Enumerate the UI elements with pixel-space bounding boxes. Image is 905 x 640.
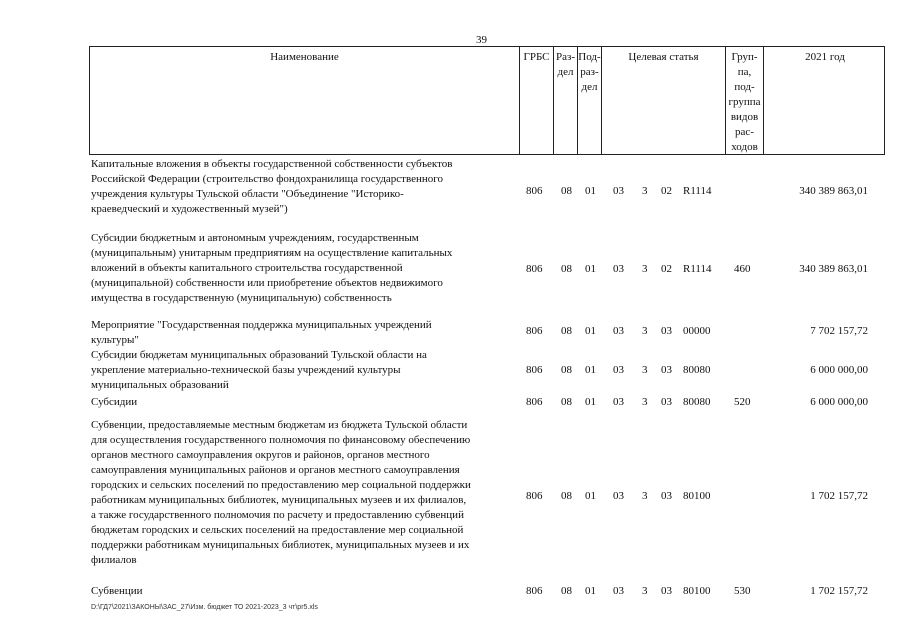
- cell-cs4: 80100: [683, 490, 711, 502]
- row-name-line: учреждения культуры Тульской области "Объединение "Историко-: [91, 188, 404, 200]
- cell-podrazdel: 01: [585, 490, 596, 502]
- row-name-line: Субсидии бюджетным и автономным учреждениям, государственным: [91, 232, 419, 244]
- row-name: [91, 231, 519, 306]
- cell-razdel: 08: [561, 490, 572, 502]
- cell-cs1: 03: [613, 585, 624, 597]
- cell-grbs: 806: [526, 263, 543, 275]
- cell-cs4: R1114: [683, 263, 712, 275]
- header-gruppa-line: па,: [737, 66, 752, 78]
- row-name-line: бюджетам городских и сельских поселений на предоставление мер социальной: [91, 524, 464, 536]
- cell-cs4: 80100: [683, 585, 711, 597]
- cell-cs4: R1114: [683, 185, 712, 197]
- cell-cs2: 3: [642, 585, 648, 597]
- cell-razdel: 08: [561, 325, 572, 337]
- header-name-label: Наименование: [270, 51, 339, 63]
- header-podrazdel-line: Под-: [578, 51, 601, 63]
- cell-cs1: 03: [613, 490, 624, 502]
- header-gruppa-line: ходов: [731, 141, 758, 153]
- cell-grbs: 806: [526, 396, 543, 408]
- cell-amount: 1 702 157,72: [810, 585, 868, 597]
- page-number: 39: [476, 34, 487, 46]
- cell-grbs: 806: [526, 490, 543, 502]
- cell-amount: 340 389 863,01: [799, 263, 868, 275]
- row-name-line: Мероприятие "Государственная поддержка муниципальных учреждений: [91, 319, 432, 331]
- cell-cs2: 3: [642, 364, 648, 376]
- cell-cs1: 03: [613, 325, 624, 337]
- header-gruppa-line: видов: [730, 111, 759, 123]
- row-name-line: (муниципальным) унитарным предприятиям на осуществление капитальных: [91, 247, 453, 259]
- header-name: [90, 47, 520, 154]
- cell-grbs: 806: [526, 325, 543, 337]
- row-name-line: самоуправления муниципальных районов и органов местного самоуправления: [91, 464, 460, 476]
- header-grbs-label: ГРБС: [523, 51, 550, 63]
- cell-podrazdel: 01: [585, 396, 596, 408]
- row-name-line: работникам муниципальных библиотек, муниципальных музеев и их филиалов,: [91, 494, 467, 506]
- cell-cs3: 02: [661, 185, 672, 197]
- cell-cs1: 03: [613, 185, 624, 197]
- row-name-line: краеведческий и художественный музей"): [91, 203, 288, 215]
- table-header: [89, 46, 885, 155]
- cell-vr: 460: [734, 263, 751, 275]
- row-name-line: культуры": [91, 334, 139, 346]
- cell-cs4: 00000: [683, 325, 711, 337]
- row-name: [91, 418, 519, 568]
- row-name-line: Субсидии бюджетам муниципальных образований Тульской области на: [91, 349, 427, 361]
- cell-cs1: 03: [613, 396, 624, 408]
- cell-razdel: 08: [561, 263, 572, 275]
- cell-cs3: 03: [661, 364, 672, 376]
- cell-amount: 1 702 157,72: [810, 490, 868, 502]
- header-gruppa: [726, 47, 764, 154]
- cell-cs2: 3: [642, 490, 648, 502]
- cell-cs3: 03: [661, 585, 672, 597]
- cell-razdel: 08: [561, 396, 572, 408]
- cell-cs3: 02: [661, 263, 672, 275]
- header-gruppa-line: Груп-: [731, 51, 758, 63]
- header-grbs: [520, 47, 554, 154]
- row-name-line: филиалов: [91, 554, 137, 566]
- row-name-line: Российской Федерации (строительство фондохранилища государственного: [91, 173, 444, 185]
- header-podrazdel: [578, 47, 602, 154]
- row-name: [91, 157, 519, 217]
- header-gruppa-line: под-: [734, 81, 755, 93]
- row-name: [91, 348, 519, 393]
- row-name-line: вложений в объекты капитального строительства государственной: [91, 262, 403, 274]
- cell-vr: 520: [734, 396, 751, 408]
- file-path-footer: D:\ГД7\2021\ЗАКОНЫ\ЗАС_27\Изм. бюджет ТО 2021-2023_3 чт\pr5.xls: [91, 604, 318, 611]
- row-name-line: (муниципальной) собственности или приобретение объектов недвижимого: [91, 277, 443, 289]
- header-gruppa-line: рас-: [735, 126, 754, 138]
- cell-amount: 6 000 000,00: [810, 364, 868, 376]
- cell-grbs: 806: [526, 364, 543, 376]
- row-name-line: городских и сельских поселений по предоставлению мер социальной поддержки: [91, 479, 471, 491]
- header-year-label: 2021 год: [805, 51, 845, 63]
- cell-cs2: 3: [642, 325, 648, 337]
- row-name-line: органов местного самоуправления округов и районов, органов местного: [91, 449, 430, 461]
- cell-cs2: 3: [642, 396, 648, 408]
- header-gruppa-line: группа: [728, 96, 761, 108]
- cell-amount: 6 000 000,00: [810, 396, 868, 408]
- header-razdel-line: Раз-: [555, 51, 575, 63]
- cell-amount: 7 702 157,72: [810, 325, 868, 337]
- cell-cs2: 3: [642, 185, 648, 197]
- cell-cs1: 03: [613, 364, 624, 376]
- cell-cs2: 3: [642, 263, 648, 275]
- cell-cs1: 03: [613, 263, 624, 275]
- cell-grbs: 806: [526, 585, 543, 597]
- cell-razdel: 08: [561, 185, 572, 197]
- row-name-line: для осуществления государственного полномочия по финансовому обеспечению: [91, 434, 471, 446]
- cell-cs4: 80080: [683, 364, 711, 376]
- cell-vr: 530: [734, 585, 751, 597]
- row-name: [91, 584, 519, 599]
- header-celevaya: [602, 47, 726, 154]
- cell-cs3: 03: [661, 396, 672, 408]
- cell-cs4: 80080: [683, 396, 711, 408]
- header-razdel-line: дел: [557, 66, 574, 78]
- row-name-line: имущества в государственную (муниципальную) собственность: [91, 292, 392, 304]
- row-name-line: а также государственного полномочия по расчету и предоставлению субвенций: [91, 509, 464, 521]
- cell-podrazdel: 01: [585, 185, 596, 197]
- cell-podrazdel: 01: [585, 585, 596, 597]
- row-name-line: муниципальных образований: [91, 379, 229, 391]
- cell-podrazdel: 01: [585, 325, 596, 337]
- row-name-line: поддержки работникам муниципальных библиотек, муниципальных музеев и их: [91, 539, 470, 551]
- header-podrazdel-line: дел: [581, 81, 598, 93]
- row-name-line: укрепление материально-технической базы учреждений культуры: [91, 364, 401, 376]
- cell-podrazdel: 01: [585, 364, 596, 376]
- row-name-line: Субвенции, предоставляемые местным бюджетам из бюджета Тульской области: [91, 419, 468, 431]
- row-name: [91, 318, 519, 348]
- row-name-line: Субвенции: [91, 585, 143, 597]
- header-celevaya-label: Целевая статья: [628, 51, 699, 63]
- row-name-line: Капитальные вложения в объекты государственной собственности субъектов: [91, 158, 453, 170]
- cell-grbs: 806: [526, 185, 543, 197]
- header-podrazdel-line: раз-: [580, 66, 599, 78]
- header-razdel: [554, 47, 578, 154]
- row-name: [91, 395, 519, 410]
- cell-podrazdel: 01: [585, 263, 596, 275]
- header-year: [764, 47, 886, 154]
- cell-cs3: 03: [661, 490, 672, 502]
- cell-razdel: 08: [561, 364, 572, 376]
- cell-cs3: 03: [661, 325, 672, 337]
- cell-razdel: 08: [561, 585, 572, 597]
- row-name-line: Субсидии: [91, 396, 138, 408]
- cell-amount: 340 389 863,01: [799, 185, 868, 197]
